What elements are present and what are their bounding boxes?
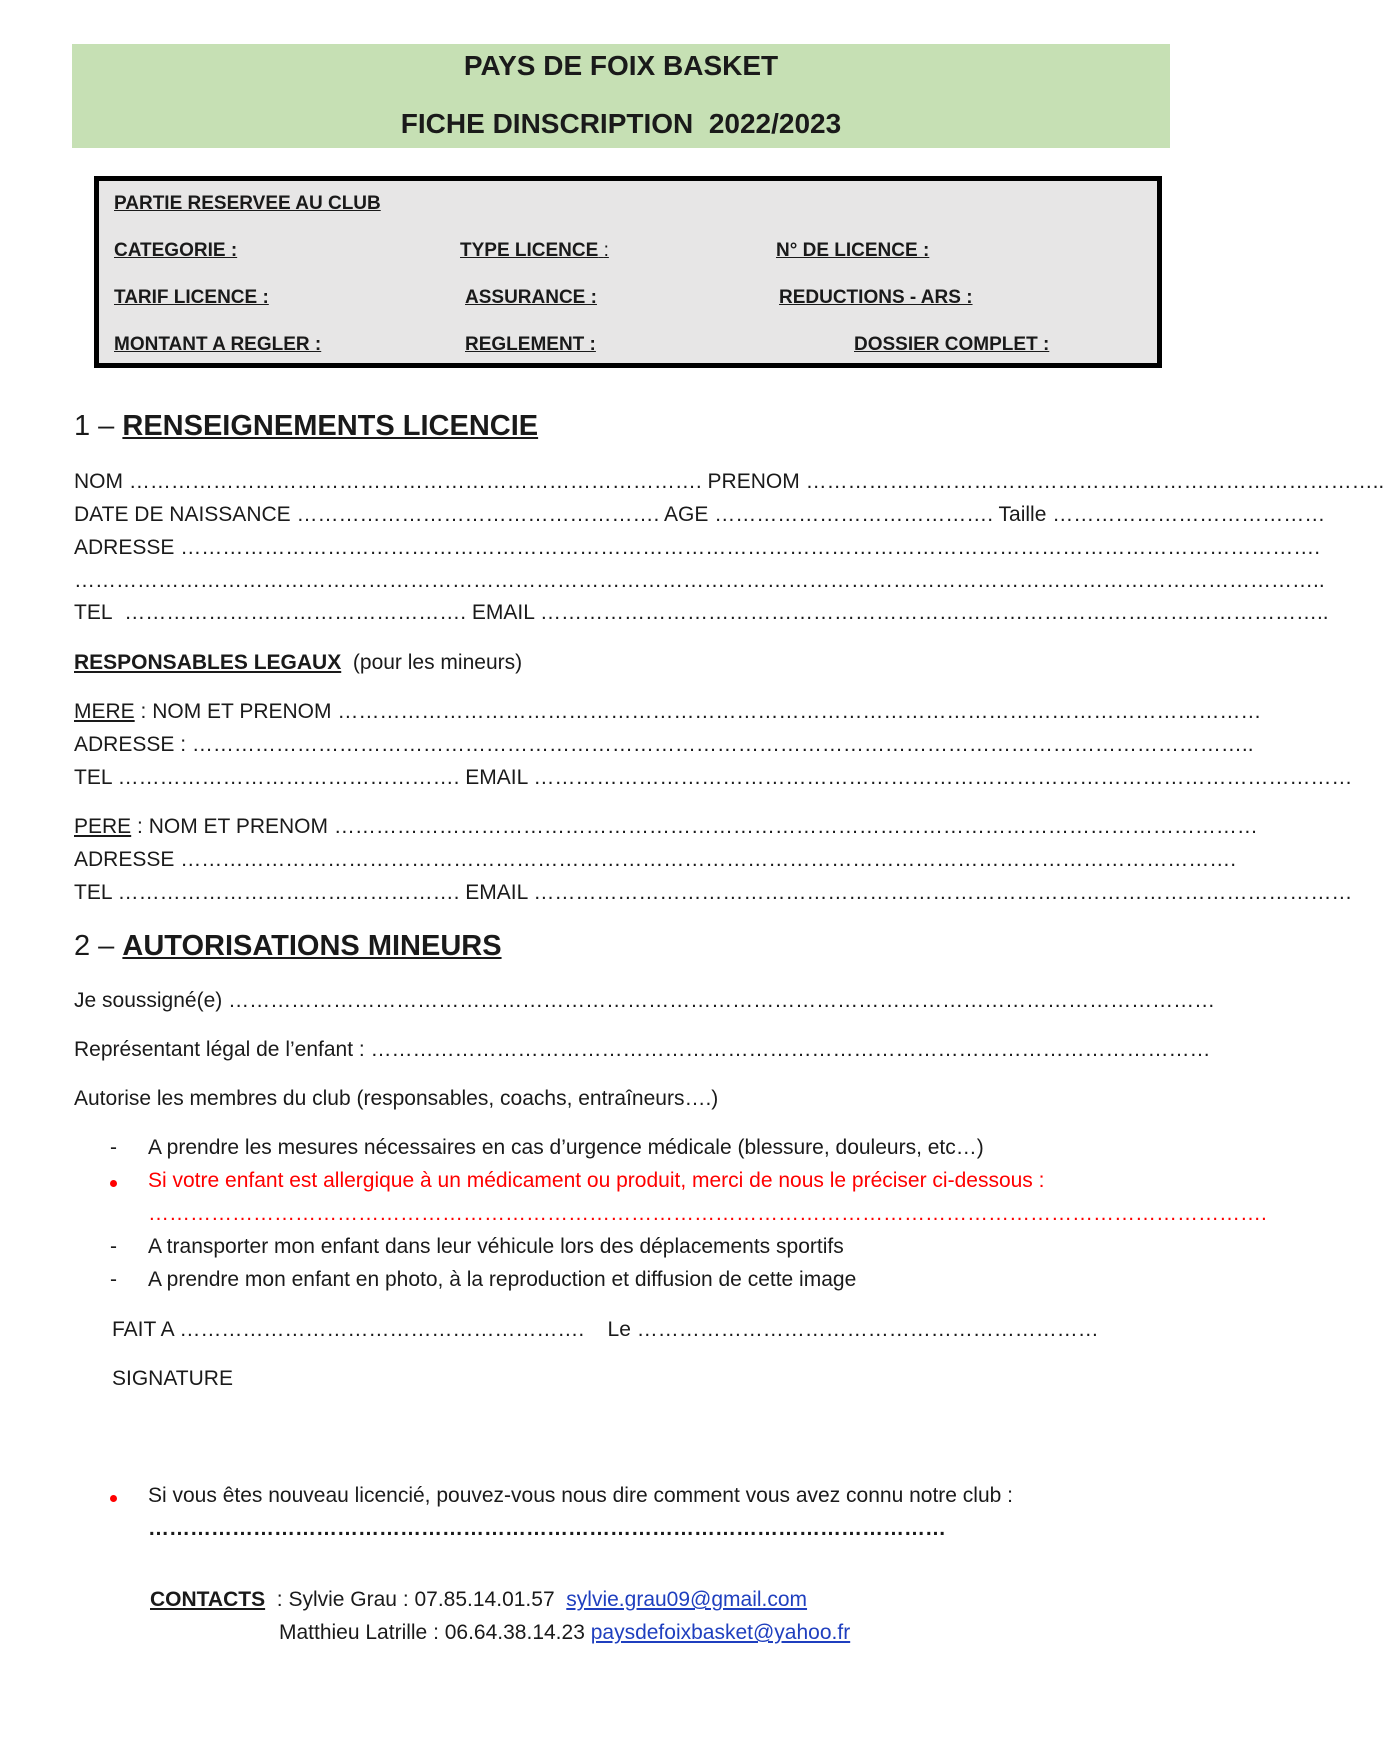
mere-email-label: EMAIL bbox=[465, 766, 528, 789]
responsables-heading-line bbox=[74, 651, 522, 675]
pere-name-line: PERE : NOM ET PRENOM …………………………………………………………………………………………………………………… bbox=[74, 815, 1258, 838]
pere-tel-label: TEL bbox=[74, 881, 112, 904]
dossier-label: DOSSIER COMPLET : bbox=[854, 334, 1050, 355]
mere-nom-prenom-label: : NOM ET PRENOM bbox=[140, 700, 332, 723]
section-2-number: 2 – bbox=[74, 930, 115, 962]
responsables-note: (pour les mineurs) bbox=[352, 651, 523, 674]
club-box-heading: PARTIE RESERVEE AU CLUB bbox=[114, 193, 381, 214]
adresse-label: ADRESSE bbox=[74, 536, 175, 559]
mere-label: MERE bbox=[74, 700, 135, 723]
transport-text: A transporter mon enfant dans leur véhicule lors des déplacements sportifs bbox=[148, 1235, 844, 1258]
taille-label: Taille bbox=[998, 503, 1047, 526]
red-bullet-icon bbox=[110, 1484, 148, 1508]
age-label: AGE bbox=[664, 503, 709, 526]
responsables-heading: RESPONSABLES LEGAUX bbox=[74, 651, 342, 674]
pere-email-label: EMAIL bbox=[465, 881, 528, 904]
le-label: Le bbox=[607, 1318, 631, 1341]
club-name: PAYS DE FOIX BASKET bbox=[463, 50, 779, 81]
photo-text: A prendre mon enfant en photo, à la reproduction et diffusion de cette image bbox=[148, 1268, 857, 1291]
form-title-text: FICHE DINSCRIPTION bbox=[400, 108, 694, 139]
type-licence-colon: : bbox=[603, 240, 609, 261]
mere-adresse-label: ADRESSE : bbox=[74, 733, 187, 756]
list-item-photo bbox=[110, 1268, 1160, 1292]
email-label: EMAIL bbox=[471, 601, 535, 624]
pere-tel-email-line: TEL …………………………………………. EMAIL ……………………………………………………………………………………………………… bbox=[74, 881, 1353, 904]
form-title bbox=[72, 108, 1170, 140]
urgence-text: A prendre les mesures nécessaires en cas d’urgence médicale (blessure, douleurs, etc…) bbox=[148, 1136, 984, 1159]
season-year: 2022/2023 bbox=[708, 108, 842, 139]
assurance-label: ASSURANCE : bbox=[465, 287, 597, 308]
categorie-label: CATEGORIE : bbox=[114, 240, 238, 261]
pere-adresse-label: ADRESSE bbox=[74, 848, 175, 871]
allergie-text: Si votre enfant est allergique à un médicament ou produit, merci de nous le préciser ci-dessous : bbox=[148, 1169, 1045, 1192]
section-1-number: 1 – bbox=[74, 410, 115, 442]
tel-label: TEL bbox=[74, 601, 113, 624]
mere-name-line: MERE : NOM ET PRENOM …………………………………………………………………………………………………………………… bbox=[74, 700, 1262, 723]
nom-label: NOM bbox=[74, 470, 123, 493]
list-item-transport bbox=[110, 1235, 1160, 1259]
nouveau-text: Si vous êtes nouveau licencié, pouvez-vous nous dire comment vous avez connu notre club : bbox=[148, 1484, 1013, 1507]
nom-prenom-line: NOM ………………………………………………………………………. PRENOM ……………………………………………………………………….. bbox=[74, 470, 1384, 493]
dash-bullet: - bbox=[110, 1235, 117, 1258]
contact-1-email-link[interactable]: sylvie.grau09@gmail.com bbox=[566, 1588, 808, 1611]
mere-tel-label: TEL bbox=[74, 766, 112, 789]
montant-label: MONTANT A REGLER : bbox=[114, 334, 322, 355]
red-bullet-icon bbox=[110, 1169, 148, 1193]
pere-adresse-line: ADRESSE ……………………………………………………………………………………………………………………………………. bbox=[74, 848, 1237, 871]
club-reserved-box bbox=[94, 176, 1162, 368]
date-naissance-label: DATE DE NAISSANCE bbox=[74, 503, 291, 526]
pere-label: PERE bbox=[74, 815, 132, 838]
nouveau-fill-line: …………………………………………………………………………………………………… bbox=[148, 1517, 946, 1540]
tarif-label: TARIF LICENCE : bbox=[114, 287, 269, 308]
signature-label: SIGNATURE bbox=[112, 1367, 233, 1390]
pere-nom-prenom-label: : NOM ET PRENOM bbox=[137, 815, 328, 838]
representant-line: Représentant légal de l’enfant : ………………………………………………………………………………………………………… bbox=[74, 1038, 1211, 1061]
soussigne-label: Je soussigné(e) bbox=[74, 989, 223, 1012]
section-1-heading: RENSEIGNEMENTS LICENCIE bbox=[122, 410, 539, 442]
soussigne-line: Je soussigné(e) …………………………………………………………………………………………………………………………… bbox=[74, 989, 1216, 1012]
reglement-label: REGLEMENT : bbox=[465, 334, 596, 355]
prenom-label: PRENOM bbox=[707, 470, 800, 493]
type-licence-text: TYPE LICENCE bbox=[460, 240, 599, 261]
section-1-title bbox=[74, 410, 538, 443]
contact-2-text: Matthieu Latrille : 06.64.38.14.23 bbox=[279, 1621, 585, 1644]
tel-email-line: TEL …………………………………………. EMAIL ………………………………………………………………………………………………….. bbox=[74, 601, 1329, 624]
list-item-urgence bbox=[110, 1136, 1160, 1160]
contact-2-email-link[interactable]: paysdefoixbasket@yahoo.fr bbox=[590, 1621, 851, 1644]
section-2-heading: AUTORISATIONS MINEURS bbox=[122, 930, 502, 962]
reductions-label: REDUCTIONS - ARS : bbox=[779, 287, 973, 308]
list-item-nouveau bbox=[110, 1484, 1160, 1508]
adresse-line: ADRESSE ………………………………………………………………………………………………………………………………………………. bbox=[74, 536, 1321, 559]
mere-tel-email-line: TEL …………………………………………. EMAIL ……………………………………………………………………………………………………… bbox=[74, 766, 1353, 789]
section-2-title bbox=[74, 930, 502, 963]
fait-le-line: FAIT A …………………………………………………. Le ………………………………………………………… bbox=[112, 1318, 1099, 1341]
fait-a-label: FAIT A bbox=[112, 1318, 174, 1341]
allergie-fill-line: ……………………………………………………………………………………………………………………………………………. bbox=[148, 1202, 1267, 1225]
representant-label: Représentant légal de l’enfant : bbox=[74, 1038, 365, 1061]
autorise-line: Autorise les membres du club (responsables, coachs, entraîneurs….) bbox=[74, 1087, 719, 1110]
licence-number-label: N° DE LICENCE : bbox=[776, 240, 930, 261]
mere-adresse-line: ADRESSE : …………………………………………………………………………………………………………………………………….. bbox=[74, 733, 1254, 756]
dash-bullet: - bbox=[110, 1268, 117, 1291]
list-item-allergie bbox=[110, 1169, 1160, 1193]
contact-line-1 bbox=[150, 1588, 807, 1612]
form-header bbox=[72, 44, 1170, 148]
type-licence-label bbox=[460, 240, 609, 262]
contact-line-2 bbox=[279, 1621, 850, 1645]
contact-1-text: : Sylvie Grau : 07.85.14.01.57 bbox=[276, 1588, 555, 1611]
contacts-label: CONTACTS bbox=[150, 1588, 266, 1611]
adresse-continuation-line: …………………………………………………………………………………………………………………………………………………………….. bbox=[74, 569, 1325, 592]
dash-bullet: - bbox=[110, 1136, 117, 1159]
naissance-age-taille-line: DATE DE NAISSANCE ……………………………………………. AGE …………………………………. Taille ………………………………… bbox=[74, 503, 1326, 526]
